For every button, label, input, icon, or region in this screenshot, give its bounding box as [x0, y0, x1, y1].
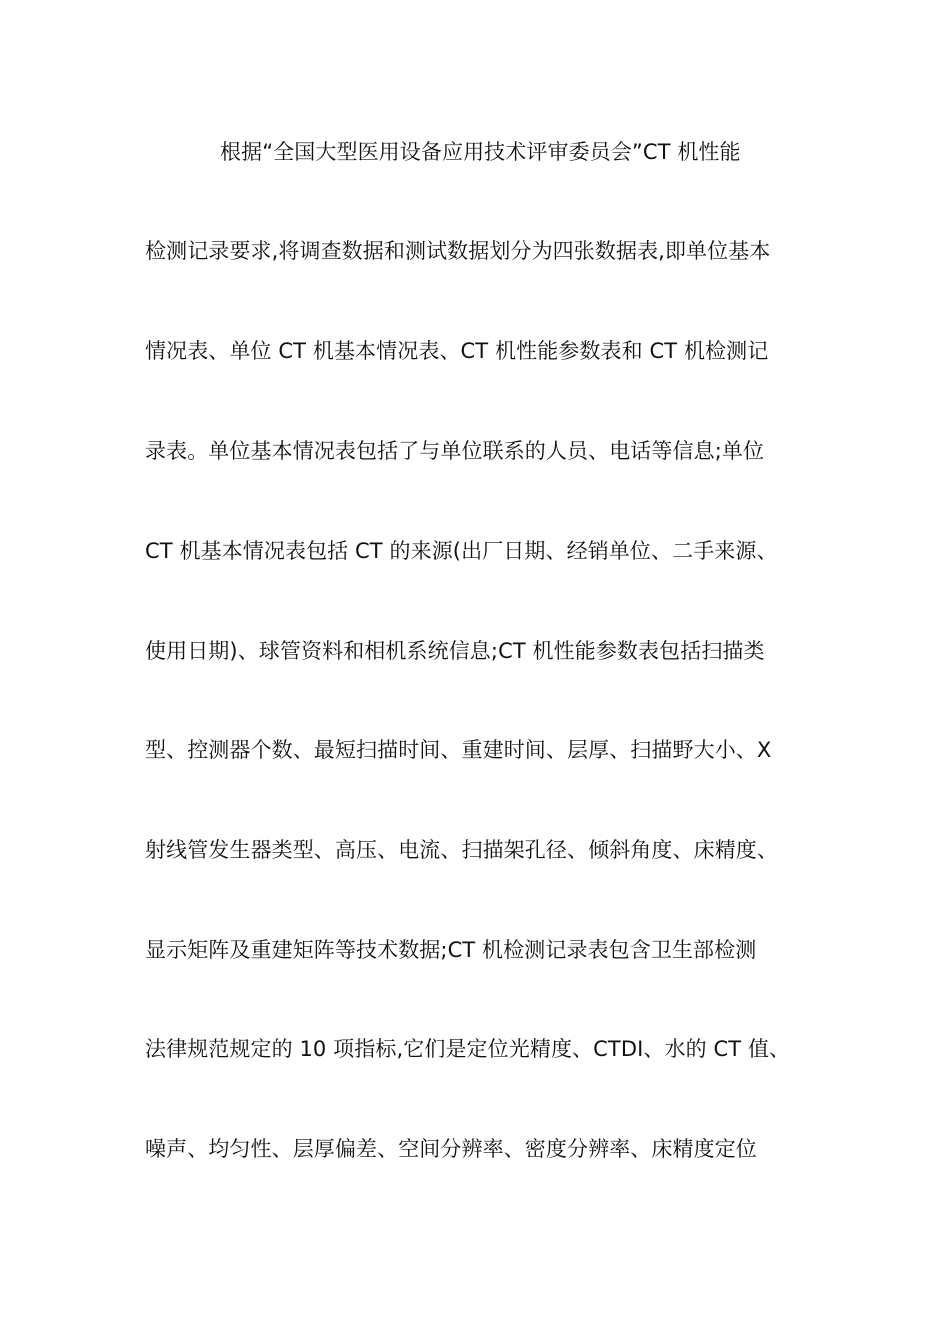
- paragraph-line-4: 录表。单位基本情况表包括了与单位联系的人员、电话等信息;单位: [145, 439, 765, 463]
- paragraph-line-2: 检测记录要求,将调查数据和测试数据划分为四张数据表,即单位基本: [145, 239, 771, 263]
- paragraph-line-8: 射线管发生器类型、高压、电流、扫描架孔径、倾斜角度、床精度、: [145, 838, 778, 862]
- paragraph-line-10: 法律规范规定的 10 项指标,它们是定位光精度、CTDI、水的 CT 值、: [145, 1037, 791, 1061]
- paragraph-line-9: 显示矩阵及重建矩阵等技术数据;CT 机检测记录表包含卫生部检测: [145, 938, 757, 962]
- paragraph-line-3: 情况表、单位 CT 机基本情况表、CT 机性能参数表和 CT 机检测记: [145, 339, 769, 363]
- paragraph-line-5: CT 机基本情况表包括 CT 的来源(出厂日期、经销单位、二手来源、: [145, 539, 778, 563]
- paragraph-line-7: 型、控测器个数、最短扫描时间、重建时间、层厚、扫描野大小、X: [145, 738, 772, 762]
- paragraph-line-11: 噪声、均匀性、层厚偏差、空间分辨率、密度分辨率、床精度定位: [145, 1137, 757, 1161]
- paragraph-line-6: 使用日期)、球管资料和相机系统信息;CT 机性能参数表包括扫描类: [145, 639, 765, 663]
- paragraph-line-1: 根据“全国大型医用设备应用技术评审委员会”CT 机性能: [220, 140, 741, 164]
